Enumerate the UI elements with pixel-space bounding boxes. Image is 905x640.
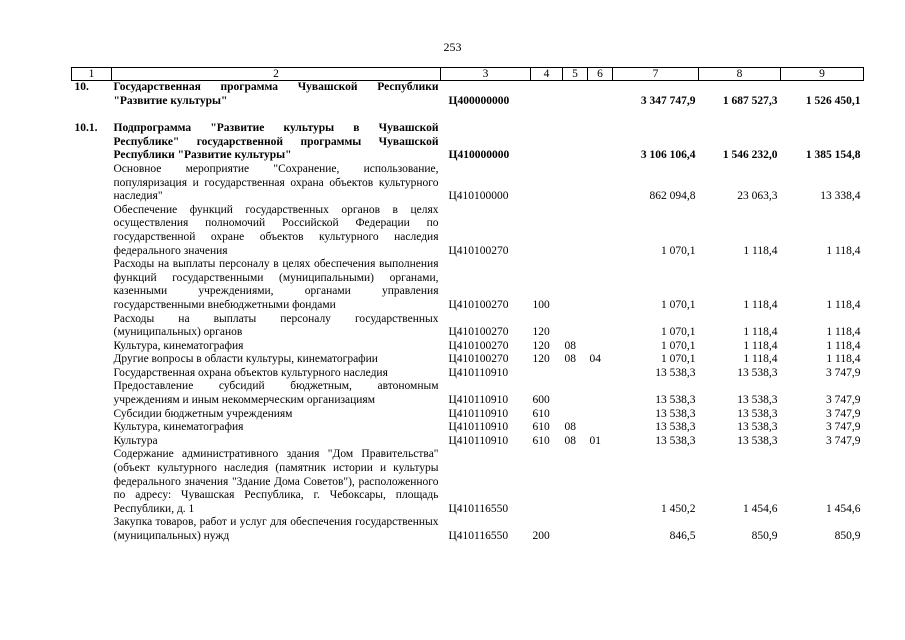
subsection <box>588 313 613 340</box>
table-row <box>72 353 864 367</box>
row-number <box>72 340 112 354</box>
amount-col8: 1 118,4 <box>743 326 778 339</box>
subsection: 01 <box>589 434 601 447</box>
table-row <box>72 421 864 435</box>
column-header: 9 <box>781 68 864 81</box>
section <box>563 313 588 340</box>
amount-col7: 13 538,3 <box>655 394 696 407</box>
row-name: Основное мероприятие "Сохранение, использование, популяризация и государственная охрана объектов культурного наследия" <box>113 162 439 203</box>
target-code: Ц410100270 <box>448 244 509 257</box>
amount-col7: 862 094,8 <box>649 190 696 203</box>
expense-type <box>531 163 563 204</box>
expense-type: 610 <box>532 434 550 447</box>
target-code: Ц410110910 <box>448 434 509 447</box>
row-name: Государственная программа Чувашской Республики "Развитие культуры" <box>113 81 439 107</box>
column-header: 1 <box>72 68 112 81</box>
amount-col7: 13 538,3 <box>655 434 696 447</box>
subsection <box>588 380 613 407</box>
subsection: 04 <box>589 353 601 366</box>
expense-type: 200 <box>532 530 550 542</box>
subsection <box>588 408 613 422</box>
table-row <box>72 258 864 312</box>
amount-col9: 3 747,9 <box>826 421 861 434</box>
row-spacer <box>72 108 864 122</box>
target-code: Ц400000000 <box>448 94 510 107</box>
amount-col9: 850,9 <box>834 530 861 542</box>
section <box>563 367 588 381</box>
expense-type: 610 <box>532 407 550 420</box>
amount-col9: 1 118,4 <box>826 353 861 366</box>
row-name: Государственная охрана объектов культурного наследия <box>113 366 388 379</box>
row-name: Обеспечение функций государственных органов в целях осуществления полномочий Российской Федерации по государственной охране объектов культурного наследия федерального значения <box>113 203 439 257</box>
expense-type <box>531 448 563 516</box>
table-row <box>72 448 864 516</box>
table-row <box>72 313 864 340</box>
column-header: 4 <box>531 68 563 81</box>
column-header: 8 <box>699 68 781 81</box>
target-code: Ц410116550 <box>448 502 509 515</box>
amount-col8: 13 538,3 <box>737 407 778 420</box>
page-number: 253 <box>443 40 462 54</box>
row-name: Культура, кинематография <box>113 339 244 352</box>
amount-col9: 1 454,6 <box>826 502 861 515</box>
table-row <box>72 163 864 204</box>
amount-col7: 846,5 <box>669 530 696 542</box>
amount-col7: 13 538,3 <box>655 366 696 379</box>
amount-col9: 1 385 154,8 <box>805 149 861 162</box>
amount-col7: 1 070,1 <box>661 298 696 311</box>
budget-table <box>71 67 864 544</box>
amount-col8: 13 538,3 <box>737 421 778 434</box>
amount-col9: 1 118,4 <box>826 326 861 339</box>
table-row <box>72 204 864 258</box>
target-code: Ц410100270 <box>448 298 509 311</box>
amount-col7: 1 070,1 <box>661 326 696 339</box>
target-code: Ц410100000 <box>448 190 509 203</box>
column-header: 7 <box>613 68 699 81</box>
section: 08 <box>564 339 576 352</box>
amount-col7: 3 347 747,9 <box>640 94 696 107</box>
row-name: Предоставление субсидий бюджетным, автономным учреждениям и иным некоммерческим организациям <box>113 380 439 407</box>
table-row <box>72 380 864 407</box>
amount-col8: 13 538,3 <box>737 366 778 379</box>
row-name: Закупка товаров, работ и услуг для обеспечения государственных (муниципальных) нужд <box>113 516 439 542</box>
row-name: Другие вопросы в области культуры, кинематографии <box>113 353 378 366</box>
amount-col8: 1 118,4 <box>743 244 778 257</box>
subsection <box>588 448 613 516</box>
table-row <box>72 367 864 381</box>
column-header-row <box>72 68 864 81</box>
section: 08 <box>564 353 576 366</box>
amount-col9: 1 118,4 <box>826 244 861 257</box>
amount-col8: 13 538,3 <box>737 434 778 447</box>
table-row <box>72 516 864 543</box>
expense-type: 120 <box>532 339 550 352</box>
section <box>563 448 588 516</box>
subsection <box>588 81 613 109</box>
target-code: Ц410110910 <box>448 394 509 407</box>
row-number <box>72 408 112 422</box>
target-code: Ц410100270 <box>448 339 509 352</box>
column-header: 3 <box>441 68 531 81</box>
expense-type <box>531 122 563 163</box>
expense-type <box>531 81 563 109</box>
amount-col8: 1 118,4 <box>743 339 778 352</box>
row-number <box>72 380 112 407</box>
amount-col9: 3 747,9 <box>826 366 861 379</box>
row-name: Подпрограмма "Развитие культуры в Чувашской Республике" государственной программы Чувашской Республики "Развитие культуры" <box>113 122 439 162</box>
subsection <box>588 204 613 258</box>
row-name: Расходы на выплаты персоналу в целях обеспечения выполнения функций государственными (муниципальными) органами, казенными учреждениями, органами управления государственными внебюджетными фондами <box>113 258 439 311</box>
section <box>563 258 588 312</box>
row-number <box>72 163 112 204</box>
table-row <box>72 435 864 449</box>
table-row <box>72 81 864 109</box>
subsection <box>588 340 613 354</box>
amount-col8: 1 118,4 <box>743 353 778 366</box>
row-name: Субсидии бюджетным учреждениям <box>113 407 293 420</box>
table-row <box>72 122 864 163</box>
row-number <box>72 516 112 543</box>
amount-col8: 1 546 232,0 <box>722 149 778 162</box>
row-number: 10.1. <box>74 122 98 135</box>
section <box>563 163 588 204</box>
column-header: 2 <box>112 68 441 81</box>
target-code: Ц410110910 <box>448 407 509 420</box>
row-number <box>72 204 112 258</box>
amount-col9: 1 118,4 <box>826 339 861 352</box>
row-number <box>72 421 112 435</box>
amount-col7: 1 070,1 <box>661 244 696 257</box>
amount-col8: 1 687 527,3 <box>722 94 778 107</box>
amount-col9: 3 747,9 <box>826 434 861 447</box>
table-row <box>72 408 864 422</box>
expense-type: 120 <box>532 326 550 339</box>
row-name: Содержание административного здания "Дом Правительства" (объект культурного наследия (памятник истории и культуры федерального значения "Здание Дома Советов"), расположенного по адресу: Чувашская Республика, г. Чебоксары, площадь Республики, д. 1 <box>113 448 439 515</box>
amount-col7: 13 538,3 <box>655 407 696 420</box>
amount-col8: 1 454,6 <box>743 502 778 515</box>
subsection <box>588 516 613 543</box>
row-number <box>72 313 112 340</box>
row-name: Расходы на выплаты персоналу государственных (муниципальных) органов <box>113 312 439 339</box>
row-number <box>72 435 112 449</box>
row-number <box>72 367 112 381</box>
amount-col8: 13 538,3 <box>737 394 778 407</box>
target-code: Ц410110910 <box>448 366 509 379</box>
section <box>563 122 588 163</box>
expense-type: 100 <box>532 298 550 311</box>
section <box>563 380 588 407</box>
row-name: Культура, кинематография <box>113 421 244 434</box>
table-row <box>72 340 864 354</box>
subsection <box>588 163 613 204</box>
subsection <box>588 122 613 163</box>
amount-col8: 23 063,3 <box>737 190 778 203</box>
row-number <box>72 448 112 516</box>
amount-col9: 1 526 450,1 <box>805 94 861 107</box>
target-code: Ц410100270 <box>448 326 509 339</box>
amount-col9: 13 338,4 <box>820 190 861 203</box>
amount-col7: 1 070,1 <box>661 339 696 352</box>
section: 08 <box>564 421 576 434</box>
amount-col7: 1 070,1 <box>661 353 696 366</box>
expense-type <box>531 204 563 258</box>
amount-col9: 3 747,9 <box>826 407 861 420</box>
amount-col9: 3 747,9 <box>826 394 861 407</box>
row-number <box>72 258 112 312</box>
amount-col9: 1 118,4 <box>826 298 861 311</box>
subsection <box>588 421 613 435</box>
expense-type: 120 <box>532 353 550 366</box>
section: 08 <box>564 434 576 447</box>
target-code: Ц410116550 <box>448 530 509 542</box>
amount-col7: 13 538,3 <box>655 421 696 434</box>
target-code: Ц410100270 <box>448 353 509 366</box>
column-header: 5 <box>563 68 588 81</box>
amount-col7: 3 106 106,4 <box>640 149 696 162</box>
section <box>563 408 588 422</box>
target-code: Ц410000000 <box>448 149 510 162</box>
section <box>563 516 588 543</box>
row-name: Культура <box>113 434 158 447</box>
amount-col8: 1 118,4 <box>743 298 778 311</box>
section <box>563 81 588 109</box>
expense-type: 600 <box>532 394 550 407</box>
amount-col8: 850,9 <box>751 530 778 542</box>
expense-type: 610 <box>532 421 550 434</box>
row-number <box>72 353 112 367</box>
section <box>563 204 588 258</box>
column-header: 6 <box>588 68 613 81</box>
expense-type <box>531 367 563 381</box>
amount-col7: 1 450,2 <box>661 502 696 515</box>
subsection <box>588 258 613 312</box>
row-number: 10. <box>74 81 89 93</box>
subsection <box>588 367 613 381</box>
target-code: Ц410110910 <box>448 421 509 434</box>
